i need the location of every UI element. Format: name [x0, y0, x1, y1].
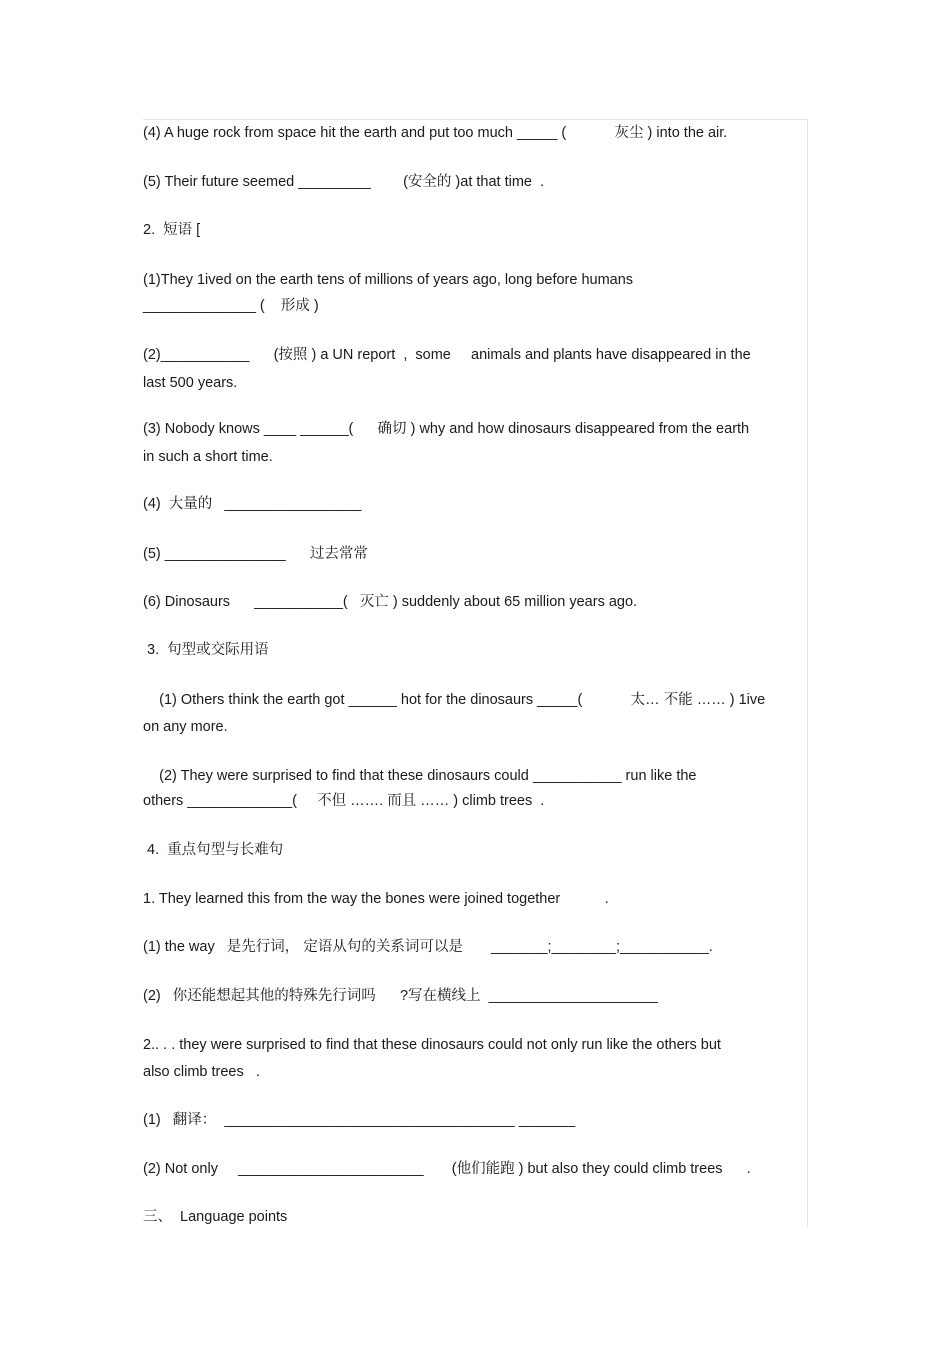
text-line: (3) Nobody knows ____ ______( 确切 ) why and how dinosaurs disappeared from the earth	[143, 421, 750, 437]
section-heading: 4. 重点句型与长难句	[143, 842, 284, 858]
text-line: ______________ ( 形成 )	[143, 298, 319, 314]
section-heading: 三、 Language points	[143, 1209, 288, 1225]
text-line: on any more.	[143, 719, 228, 735]
text-line: (2) 你还能想起其他的特殊先行词吗 ?写在横线上 _____________________	[143, 988, 658, 1004]
section-heading: 2. 短语 [	[143, 222, 201, 238]
text-line: 1. They learned this from the way the bones were joined together .	[143, 891, 609, 907]
text-line: (1) Others think the earth got ______ hot for the dinosaurs _____( 太… 不能 …… ) 1ive	[143, 692, 766, 708]
text-line: (5) Their future seemed _________ (安全的 )at that time .	[143, 174, 545, 190]
text-line: (2) They were surprised to find that these dinosaurs could ___________ run like the	[143, 768, 697, 784]
text-line: (1)They 1ived on the earth tens of millions of years ago, long before humans	[143, 272, 634, 288]
text-line: (1) 翻译： ____________________________________ _______	[143, 1112, 576, 1128]
text-line: others _____________( 不但 ……. 而且 …… ) climb trees .	[143, 793, 545, 809]
page-border-right	[807, 119, 808, 1227]
text-line: 2.. . . they were surprised to find that these dinosaurs could not only run like the others but	[143, 1037, 721, 1053]
text-line: (2)___________ (按照 ) a UN report , some animals and plants have disappeared in the	[143, 347, 751, 363]
section-heading: 3. 句型或交际用语	[143, 642, 269, 658]
text-line: (4) A huge rock from space hit the earth and put too much _____ ( 灰尘 ) into the air.	[143, 125, 728, 141]
text-line: (2) Not only _______________________ (他们能跑 ) but also they could climb trees .	[143, 1161, 751, 1177]
text-line: in such a short time.	[143, 449, 273, 465]
text-line: also climb trees .	[143, 1064, 260, 1080]
text-line: (6) Dinosaurs ___________( 灭亡 ) suddenly about 65 million years ago.	[143, 594, 638, 610]
page-border-top	[143, 119, 808, 120]
text-line: last 500 years.	[143, 375, 238, 391]
text-line: (5) _______________ 过去常常	[143, 546, 368, 562]
text-line: (4) 大量的 _________________	[143, 496, 362, 512]
text-line: (1) the way 是先行词， 定语从句的关系词可以是 _______;________;___________.	[143, 939, 713, 955]
